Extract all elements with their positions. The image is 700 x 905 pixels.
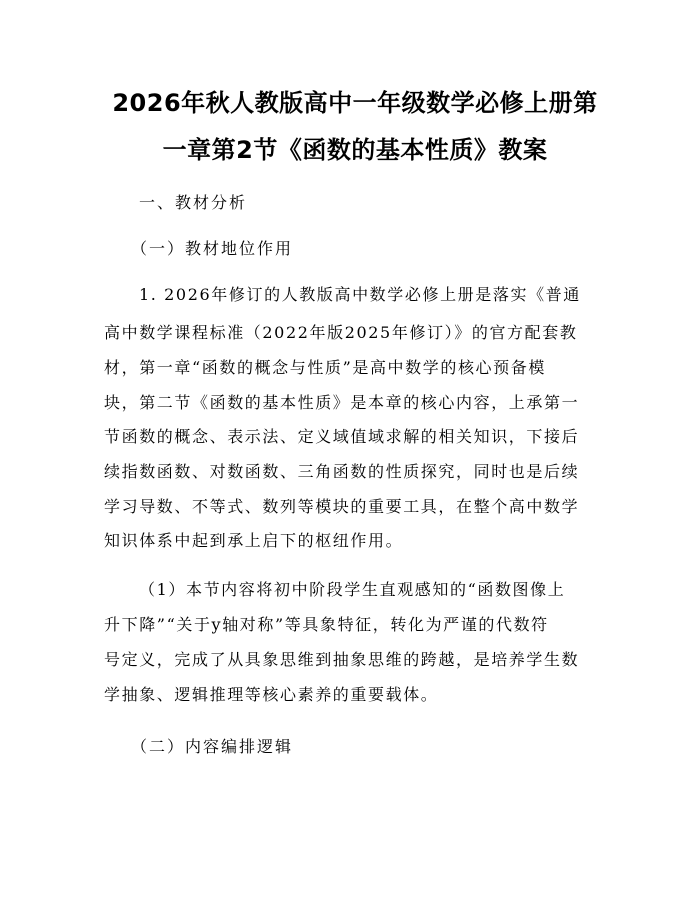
paragraph-line: 高中数学课程标准（2022年版2025年修订）》的官方配套教 bbox=[104, 323, 578, 342]
paragraph-line: 学习导数、不等式、数列等模块的重要工具，在整个高中数学 bbox=[104, 497, 580, 516]
paragraph-line: （1）本节内容将初中阶段学生直观感知的“函数图像上 bbox=[139, 580, 566, 599]
subsection-heading-material-role: （一）教材地位作用 bbox=[131, 239, 294, 258]
paragraph-line: 升下降”“关于y轴对称”等具象特征，转化为严谨的代数符 bbox=[104, 615, 549, 634]
paragraph-line: 学抽象、逻辑推理等核心素养的重要载体。 bbox=[104, 685, 439, 704]
paragraph-line: 材，第一章“函数的概念与性质”是高中数学的核心预备模 bbox=[104, 358, 546, 377]
paragraph-line: 节函数的概念、表示法、定义域值域求解的相关知识，下接后 bbox=[104, 427, 580, 446]
paragraph-line: 块，第二节《函数的基本性质》是本章的核心内容，上承第一 bbox=[104, 393, 580, 412]
paragraph-line: 续指数函数、对数函数、三角函数的性质探究，同时也是后续 bbox=[104, 462, 580, 481]
section-heading-teaching-material-analysis: 一、教材分析 bbox=[139, 193, 248, 212]
subsection-heading-content-arrangement: （二）内容编排逻辑 bbox=[131, 737, 294, 756]
paragraph-line: 知识体系中起到承上启下的枢纽作用。 bbox=[104, 531, 404, 550]
paragraph-line: 号定义，完成了从具象思维到抽象思维的跨越，是培养学生数 bbox=[104, 650, 580, 669]
document-title-line-2: 一章第2节《函数的基本性质》教案 bbox=[162, 136, 548, 164]
paragraph-line: 1. 2026年修订的人教版高中数学必修上册是落实《普通 bbox=[139, 285, 581, 304]
document-title-line-1: 2026年秋人教版高中一年级数学必修上册第 bbox=[112, 89, 598, 117]
